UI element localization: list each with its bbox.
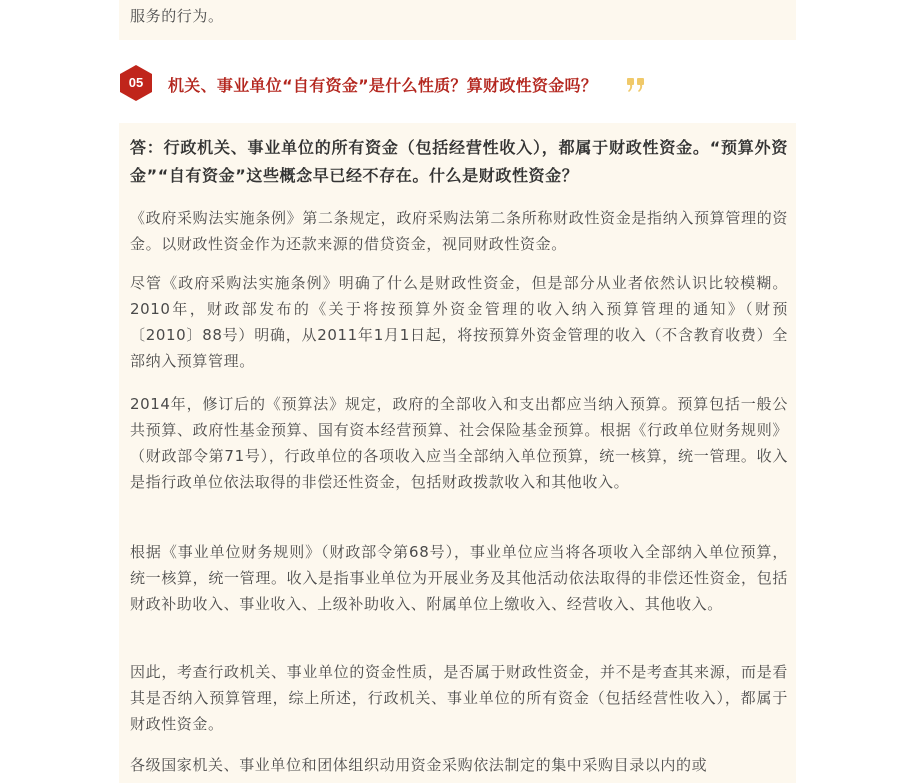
question-title: 机关、事业单位“自有资金”是什么性质？算财政性资金吗？ bbox=[168, 76, 598, 95]
answer-lead: 答：行政机关、事业单位的所有资金（包括经营性收入），都属于财政性资金。“预算外资金”“自有资金”这些概念早已经不存在。什么是财政性资金？ bbox=[130, 138, 788, 185]
answer-paragraph-4: 根据《事业单位财务规则》（财政部令第68号），事业单位应当将各项收入全部纳入单位预算，统一核算，统一管理。收入是指事业单位为开展业务及其他活动依法取得的非偿还性资金，包括财政补助收入、事业收入、上级补助收入、附属单位上缴收入、经营收入、其他收入。 bbox=[130, 543, 788, 613]
closing-quote-icon bbox=[626, 77, 646, 93]
answer-paragraph-3: 2014年，修订后的《预算法》规定，政府的全部收入和支出都应当纳入预算。预算包括一般公共预算、政府性基金预算、国有资本经营预算、社会保险基金预算。根据《行政单位财务规则》（财政部令第71号），行政单位的各项收入应当全部纳入单位预算，统一核算，统一管理。收入是指行政单位依法取得的非偿还性资金，包括财政拨款收入和其他收入。 bbox=[130, 395, 788, 491]
answer-paragraph-1: 《政府采购法实施条例》第二条规定，政府采购法第二条所称财政性资金是指纳入预算管理的资金。以财政性资金作为还款来源的借贷资金，视同财政性资金。 bbox=[130, 209, 788, 253]
answer-paragraph-2: 尽管《政府采购法实施条例》明确了什么是财政性资金，但是部分从业者依然认识比较模糊。2010年，财政部发布的《关于将按预算外资金管理的收入纳入预算管理的通知》（财预〔2010〕88号）明确，从2011年1月1日起，将按预算外资金管理的收入（不含教育收费）全部纳入预算管理。 bbox=[130, 274, 788, 370]
section-number-badge bbox=[118, 65, 154, 101]
previous-answer-tail: 服务的行为。 bbox=[130, 7, 224, 25]
answer-paragraph-6: 各级国家机关、事业单位和团体组织动用资金采购依法制定的集中采购目录以内的或 bbox=[130, 756, 708, 774]
section-number: 05 bbox=[128, 75, 144, 90]
answer-paragraph-5: 因此，考查行政机关、事业单位的资金性质，是否属于财政性资金，并不是考查其来源，而是看其是否纳入预算管理，综上所述，行政机关、事业单位的所有资金（包括经营性收入），都属于财政性资金。 bbox=[130, 663, 788, 733]
